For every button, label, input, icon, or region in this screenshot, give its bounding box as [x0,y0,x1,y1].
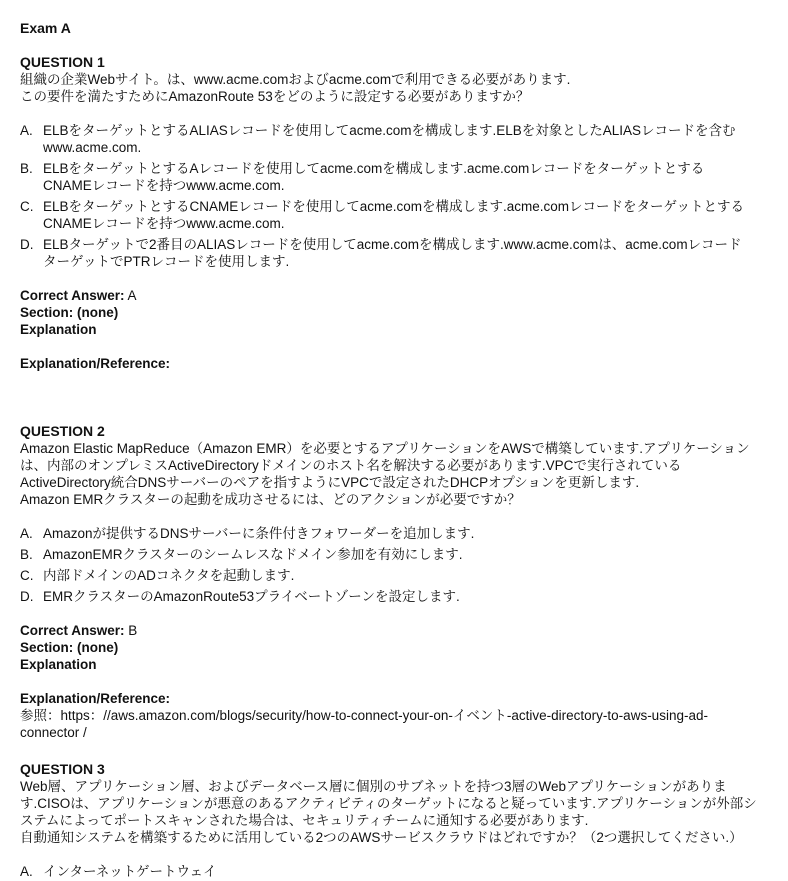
answer-options [20,525,768,605]
answer-meta [20,287,768,338]
option-text: インターネットゲートウェイ [43,864,217,879]
correct-answer [20,622,768,639]
option-text: 内部ドメインのADコネクタを起動します. [43,568,295,583]
explanation-reference-label: Explanation/Reference: [20,356,171,371]
option-text: AmazonEMRクラスターのシームレスなドメイン参加を有効にします. [43,547,463,562]
option-letter: B. [20,547,33,562]
question-1 [20,54,768,372]
answer-option-c [20,198,768,232]
option-letter: B. [20,161,33,176]
explanation-reference-label: Explanation/Reference: [20,691,171,706]
option-letter: C. [20,568,34,583]
option-text: EMRクラスターのAmazonRoute53プライベートゾーンを設定します. [43,589,460,604]
correct-answer-value: A [127,288,137,303]
option-letter: D. [20,237,34,252]
option-letter: D. [20,589,34,604]
answer-option-b [20,160,768,194]
correct-answer-label: Correct Answer: [20,623,125,638]
option-letter: A. [20,526,33,541]
question-heading: QUESTION 3 [20,761,105,777]
question-2 [20,423,768,741]
option-text: ELBをターゲットとするALIASレコードを使用してacme.comを構成します.ELBを対象としたALIASレコードを含むwww.acme.com. [43,123,736,155]
correct-answer [20,287,768,304]
section-line: Section: (none) [20,305,119,320]
option-letter: C. [20,199,34,214]
question-text-line: 組織の企業Webサイト。は、www.acme.comおよびacme.comで利用できる必要があります. [20,72,571,87]
option-letter: A. [20,123,33,138]
answer-options [20,863,768,880]
answer-option-a [20,525,768,542]
option-text: ELBをターゲットとするAレコードを使用してacme.comを構成します.acme.comレコードをターゲットとするCNAMEレコードを持つwww.acme.com. [43,161,705,193]
option-text: Amazonが提供するDNSサーバーに条件付きフォワーダーを追加します. [43,526,475,541]
question-3 [20,761,768,880]
answer-options [20,122,768,270]
question-text-line: 自動通知システムを構築するために活用している2つのAWSサービスクラウドはどれですか？（2つ選択してください.） [20,830,743,845]
question-heading: QUESTION 2 [20,423,105,439]
explanation-label: Explanation [20,322,97,337]
answer-option-b [20,546,768,563]
option-letter: A. [20,864,33,879]
explanation-label: Explanation [20,657,97,672]
option-text: ELBターゲットで2番目のALIASレコードを使用してacme.comを構成します.www.acme.comは、acme.comレコードターゲットでPTRレコードを使用します. [43,237,742,269]
option-text: ELBをターゲットとするCNAMEレコードを使用してacme.comを構成します.acme.comレコードをターゲットとするCNAMEレコードを持つwww.acme.com. [43,199,744,231]
answer-meta [20,622,768,673]
question-text-line: Amazon Elastic MapReduce（Amazon EMR）を必要とするアプリケーションをAWSで構築しています.アプリケーションは、内部のオンプレミスActiveDirectoryドメインのホスト名を解決する必要があります.VPCで実行されているActiveDirectory統合DNSサーバーのペアを指すようにVPCで設定されたDHCPオプションを更新します. [20,441,750,490]
answer-option-d [20,588,768,605]
correct-answer-value: B [128,623,138,638]
exam-title: Exam A [20,20,71,36]
answer-option-a [20,863,768,880]
answer-option-a [20,122,768,156]
section-line: Section: (none) [20,640,119,655]
reference-text: 参照：https：//aws.amazon.com/blogs/security/how-to-connect-your-on-イベント-active-directory-to-aws-using-ad-connector / [20,708,708,740]
question-text-line: この要件を満たすためにAmazonRoute 53をどのように設定する必要がありますか？ [20,89,530,104]
answer-option-d [20,236,768,270]
question-heading: QUESTION 1 [20,54,105,70]
question-text-line: Web層、アプリケーション層、およびデータベース層に個別のサブネットを持つ3層のWebアプリケーションがあります.CISOは、アプリケーションが悪意のあるアクティビティのターゲットになると疑っています.アプリケーションが外部システムによってポートスキャンされた場合は、セキュリティチームに通知する必要があります. [20,779,757,828]
correct-answer-label: Correct Answer: [20,288,125,303]
answer-option-c [20,567,768,584]
question-text-line: Amazon EMRクラスターの起動を成功させるには、どのアクションが必要ですか？ [20,492,521,507]
